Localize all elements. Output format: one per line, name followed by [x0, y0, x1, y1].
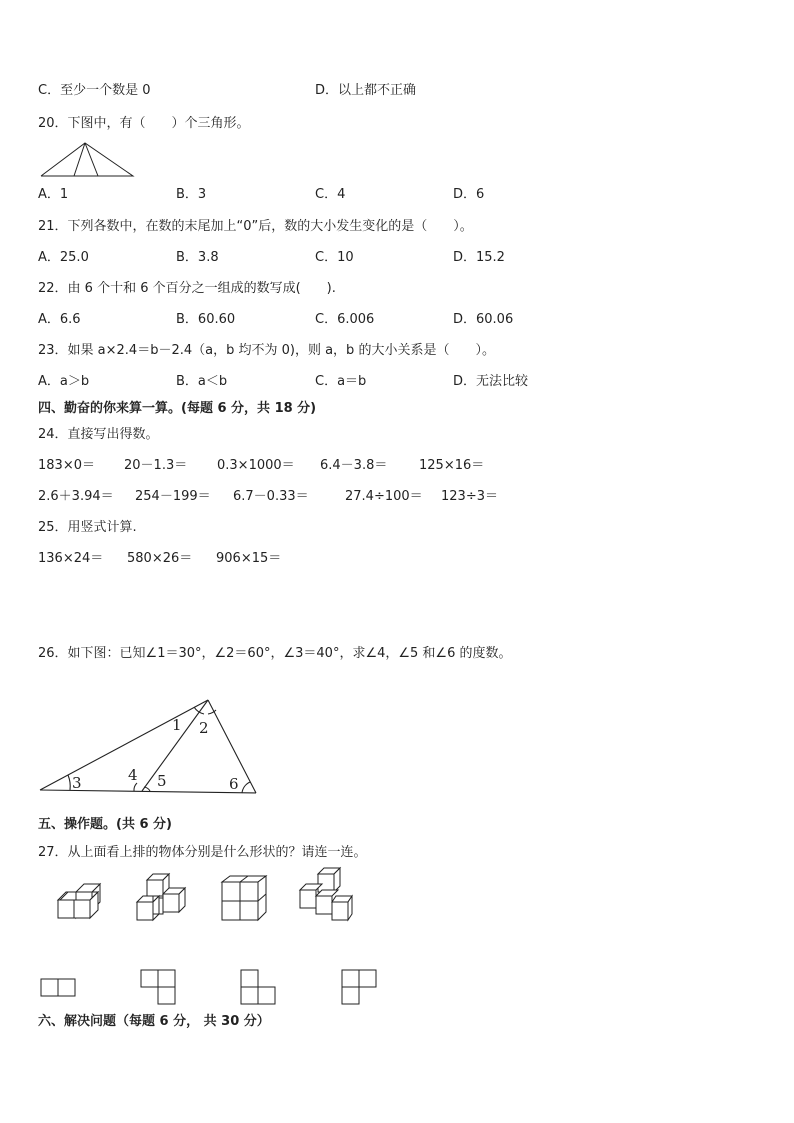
q20-option-a: A．1	[38, 187, 69, 202]
section-4-heading: 四、勤奋的你来算一算。(每题 6 分，共 18 分)	[38, 401, 317, 416]
cube-figure-1	[56, 884, 104, 920]
cube-figure-2	[135, 872, 187, 924]
top-view-1	[40, 978, 76, 998]
question-27: 27．从上面看上排的物体分别是什么形状的？请连一连。	[38, 845, 367, 860]
q20-option-d: D．6	[453, 187, 485, 202]
q23-option-c: C．a＝b	[315, 374, 367, 389]
calc-item: 6.4－3.8＝	[320, 458, 388, 473]
section-6-heading: 六、解决问题（每题 6 分， 共 30 分）	[38, 1014, 270, 1029]
angle-label-3: 3	[72, 774, 82, 792]
top-view-3	[240, 969, 276, 1005]
q23-option-b: B．a＜b	[176, 374, 228, 389]
question-21: 21．下列各数中，在数的末尾加上“0”后，数的大小发生变化的是（ ）。	[38, 219, 473, 234]
calc-item: 183×0＝	[38, 458, 95, 473]
vertical-calc-item: 580×26＝	[127, 551, 193, 566]
q22-option-b: B．60.60	[176, 312, 236, 327]
calc-item: 27.4÷100＝	[345, 489, 423, 504]
cube-figure-3	[220, 874, 268, 922]
section-5-heading: 五、操作题。(共 6 分)	[38, 817, 172, 832]
q22-option-c: C．6.006	[315, 312, 375, 327]
q20-triangle-figure	[40, 142, 134, 178]
calc-item: 20－1.3＝	[124, 458, 188, 473]
top-view-4	[341, 969, 377, 1005]
q23-option-a: A．a＞b	[38, 374, 90, 389]
cube-figure-4	[298, 866, 354, 922]
calc-item: 123÷3＝	[441, 489, 498, 504]
question-22: 22．由 6 个十和 6 个百分之一组成的数写成( ).	[38, 281, 336, 296]
calc-item: 0.3×1000＝	[217, 458, 295, 473]
q21-option-c: C．10	[315, 250, 354, 265]
option-d: D．以上都不正确	[315, 83, 417, 98]
question-23: 23．如果 a×2.4＝b－2.4（a，b 均不为 0)，则 a，b 的大小关系是（ ）。	[38, 343, 495, 358]
q20-option-b: B．3	[176, 187, 207, 202]
q22-option-a: A．6.6	[38, 312, 81, 327]
angle-label-5: 5	[157, 772, 167, 790]
angle-label-1: 1	[172, 716, 182, 734]
option-c: C．至少一个数是 0	[38, 83, 151, 98]
calc-item: 125×16＝	[419, 458, 485, 473]
q21-option-d: D．15.2	[453, 250, 505, 265]
vertical-calc-item: 906×15＝	[216, 551, 282, 566]
vertical-calc-item: 136×24＝	[38, 551, 104, 566]
q23-option-d: D．无法比较	[453, 374, 529, 389]
q20-option-c: C．4	[315, 187, 346, 202]
q21-option-a: A．25.0	[38, 250, 89, 265]
question-26: 26．如下图：已知∠1＝30°，∠2＝60°，∠3＝40°，求∠4，∠5 和∠6 的度数。	[38, 646, 512, 661]
top-view-2	[140, 969, 176, 1005]
q21-option-b: B．3.8	[176, 250, 219, 265]
question-20: 20．下图中，有（ ）个三角形。	[38, 116, 250, 131]
q26-angle-figure	[30, 690, 270, 802]
angle-label-4: 4	[128, 766, 138, 784]
calc-item: 254－199＝	[135, 489, 211, 504]
question-25: 25．用竖式计算.	[38, 520, 137, 535]
question-24: 24．直接写出得数。	[38, 427, 159, 442]
angle-label-2: 2	[199, 719, 209, 737]
q22-option-d: D．60.06	[453, 312, 514, 327]
calc-item: 2.6＋3.94＝	[38, 489, 114, 504]
calc-item: 6.7－0.33＝	[233, 489, 309, 504]
angle-label-6: 6	[229, 775, 239, 793]
